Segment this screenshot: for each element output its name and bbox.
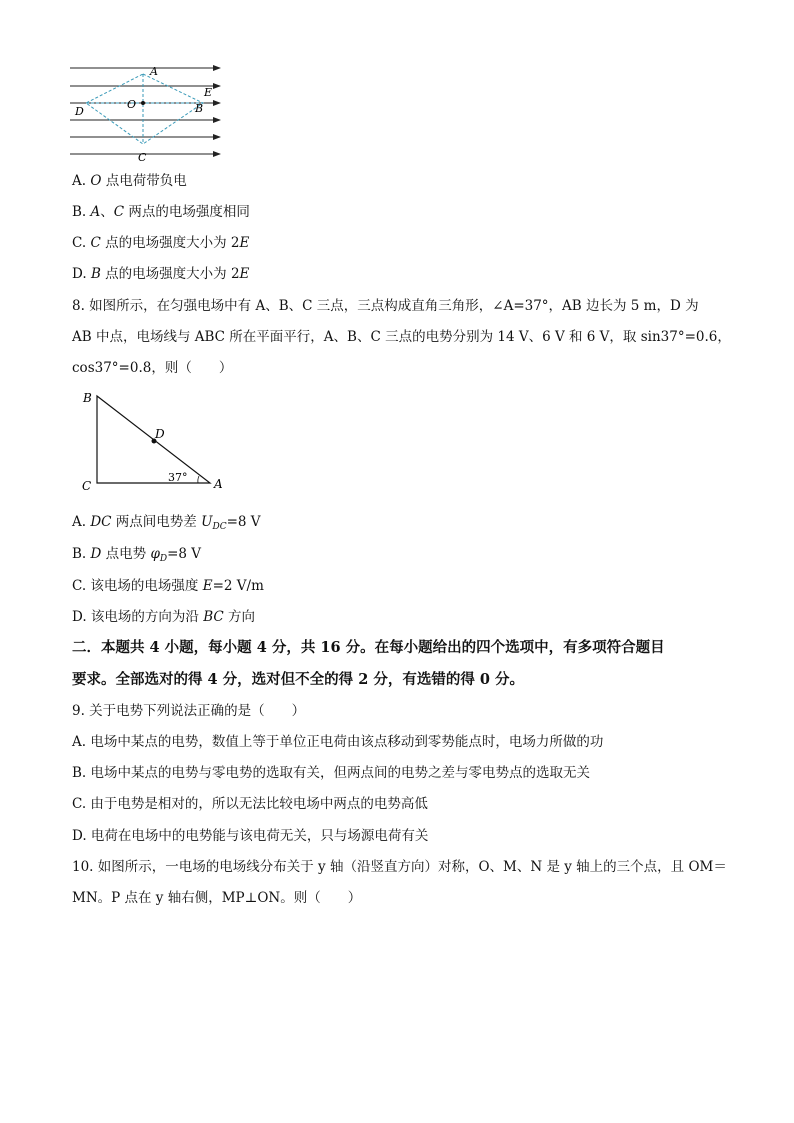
q8-stem-line2: AB 中点，电场线与 ABC 所在平面平行，A、B、C 三点的电势分别为 14 V、6 V 和 6 V，取 sin37°=0.6， <box>72 329 731 345</box>
q9-option-b: B. 电场中某点的电势与零电势的选取有关，但两点间的电势之差与零电势点的选取无关 <box>72 765 591 781</box>
label-o: O <box>127 98 137 111</box>
label-a: A <box>150 65 158 78</box>
right-triangle-figure <box>78 388 228 496</box>
label-e: E <box>204 86 213 99</box>
q10-stem-line1: 10. 如图所示，一电场的电场线分布关于 y 轴（沿竖直方向）对称，O、M、N 是 y 轴上的三个点，且 OM＝ <box>72 859 727 875</box>
q9-option-c: C. 由于电势是相对的，所以无法比较电场中两点的电势高低 <box>72 796 428 812</box>
angle-arc <box>198 476 199 483</box>
q7-option-d: D. B 点的电场强度大小为 2E <box>72 266 250 282</box>
q8-stem-line3: cos37°=0.8，则（ ） <box>72 360 233 376</box>
q7-option-a: A. O 点电荷带负电 <box>72 173 187 189</box>
rhombus <box>86 74 203 144</box>
section2-instructions-line1: 二．本题共 4 小题，每小题 4 分，共 16 分。在每小题给出的四个选项中，有多项符合题目 <box>72 639 665 656</box>
q8-stem-line1: 8. 如图所示，在匀强电场中有 A、B、C 三点，三点构成直角三角形，∠A=37°，AB 边长为 5 m，D 为 <box>72 298 699 314</box>
label-a: A <box>214 477 223 491</box>
q8-option-b: B. D 点电势 $\varphi_D=8$ V <box>72 546 202 564</box>
q9-stem: 9. 关于电势下列说法正确的是（ ） <box>72 703 306 719</box>
label-c: C <box>82 479 92 493</box>
q8-option-c: C. 该电场的电场强度 E=2 V/m <box>72 578 264 594</box>
angle-label: 37° <box>168 471 188 484</box>
label-c: C <box>138 151 147 164</box>
point-charge-o <box>141 101 145 105</box>
q9-option-d: D. 电荷在电场中的电势能与该电荷无关，只与场源电荷有关 <box>72 828 429 844</box>
label-d: D <box>155 427 165 441</box>
section2-instructions-line2: 要求。全部选对的得 4 分，选对但不全的得 2 分，有选错的得 0 分。 <box>72 671 525 688</box>
q7-option-c: C. C 点的电场强度大小为 2E <box>72 235 250 251</box>
q8-option-d: D. 该电场的方向为沿 BC 方向 <box>72 609 256 625</box>
label-b: B <box>195 102 204 115</box>
q7-option-b: B. A、C 两点的电场强度相同 <box>72 204 250 220</box>
q10-stem-line2: MN。P 点在 y 轴右侧，MP⊥ON。则（ ） <box>72 890 362 906</box>
label-d: D <box>75 105 84 118</box>
q9-option-a: A. 电场中某点的电势，数值上等于单位正电荷由该点移动到零势能点时，电场力所做的功 <box>72 734 604 750</box>
q8-option-a: A. DC 两点间电势差 $U_{DC}=8$ V <box>72 514 261 532</box>
field-rhombus-figure <box>68 60 228 164</box>
label-b: B <box>83 391 92 405</box>
